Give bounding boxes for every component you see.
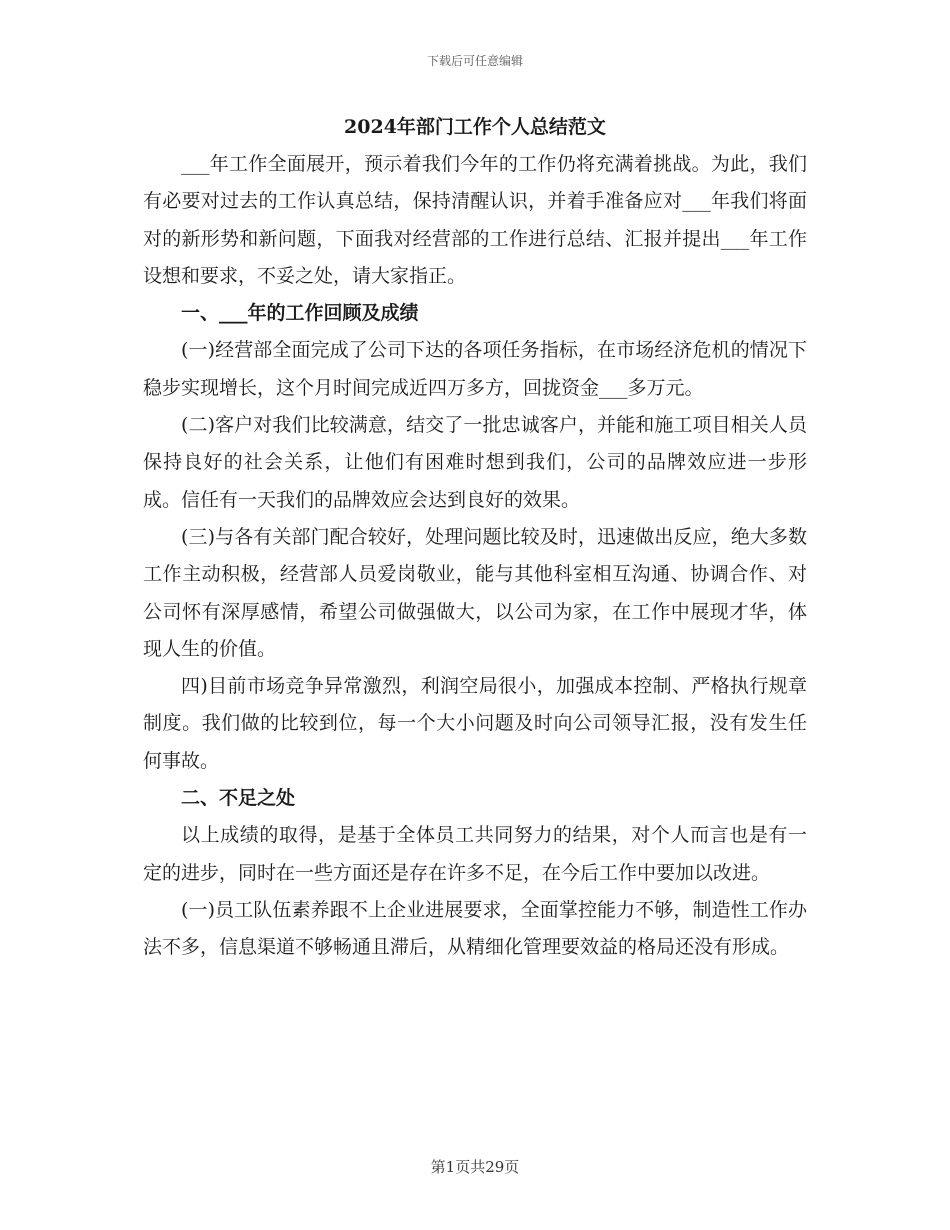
document-body xyxy=(143,146,807,967)
section-heading-shortcomings: 二、不足之处 xyxy=(181,787,296,810)
paragraph-achievement-3: (三)与各有关部门配合较好，处理问题比较及时，迅速做出反应，绝大多数工作主动积极，经营部人员爱岗敬业，能与其他科室相互沟通、协调合作、对公司怀有深厚感情，希望公司做强做大，以公司为家，在工作中展现才华，体现人生的价值。 xyxy=(143,525,807,660)
paragraph-shortcoming-1: (一)员工队伍素养跟不上企业进展要求，全面掌控能力不够，制造性工作办法不多，信息渠道不够畅通且滞后，从精细化管理要效益的格局还没有形成。 xyxy=(143,898,807,959)
paragraph-shortcomings-intro: 以上成绩的取得，是基于全体员工共同努力的结果，对个人而言也是有一定的进步，同时在一些方面还是存在许多不足，在今后工作中要加以改进。 xyxy=(143,824,807,884)
paragraph-achievement-4: 四)目前市场竞争异常激烈，利润空局很小，加强成本控制、严格执行规章制度。我们做的比较到位，每一个大小问题及时向公司领导汇报，没有发生任何事故。 xyxy=(143,675,807,772)
page-number: 第1页共29页 xyxy=(430,1158,520,1176)
document-title: 2024年部门工作个人总结范文 xyxy=(344,116,606,138)
page-header-note: 下载后可任意编辑 xyxy=(426,54,523,68)
paragraph-achievement-2: (二)客户对我们比较满意，结交了一批忠诚客户，并能和施工项目相关人员保持良好的社会关系，让他们有困难时想到我们，公司的品牌效应进一步形成。信任有一天我们的品牌效应会达到良好的效果。 xyxy=(143,414,807,511)
paragraph-intro: ___年工作全面展开，预示着我们今年的工作仍将充满着挑战。为此，我们有必要对过去的工作认真总结，保持清醒认识，并着手准备应对___年我们将面对的新形势和新问题，下面我对经营部的工作进行总结、汇报并提出___年工作设想和要求，不妥之处，请大家指正。 xyxy=(143,153,807,287)
section-heading-review: 一、___年的工作回顾及成绩 xyxy=(181,302,419,325)
paragraph-achievement-1: (一)经营部全面完成了公司下达的各项任务指标，在市场经济危机的情况下稳步实现增长，这个月时间完成近四万多方，回拢资金___多万元。 xyxy=(143,339,807,399)
